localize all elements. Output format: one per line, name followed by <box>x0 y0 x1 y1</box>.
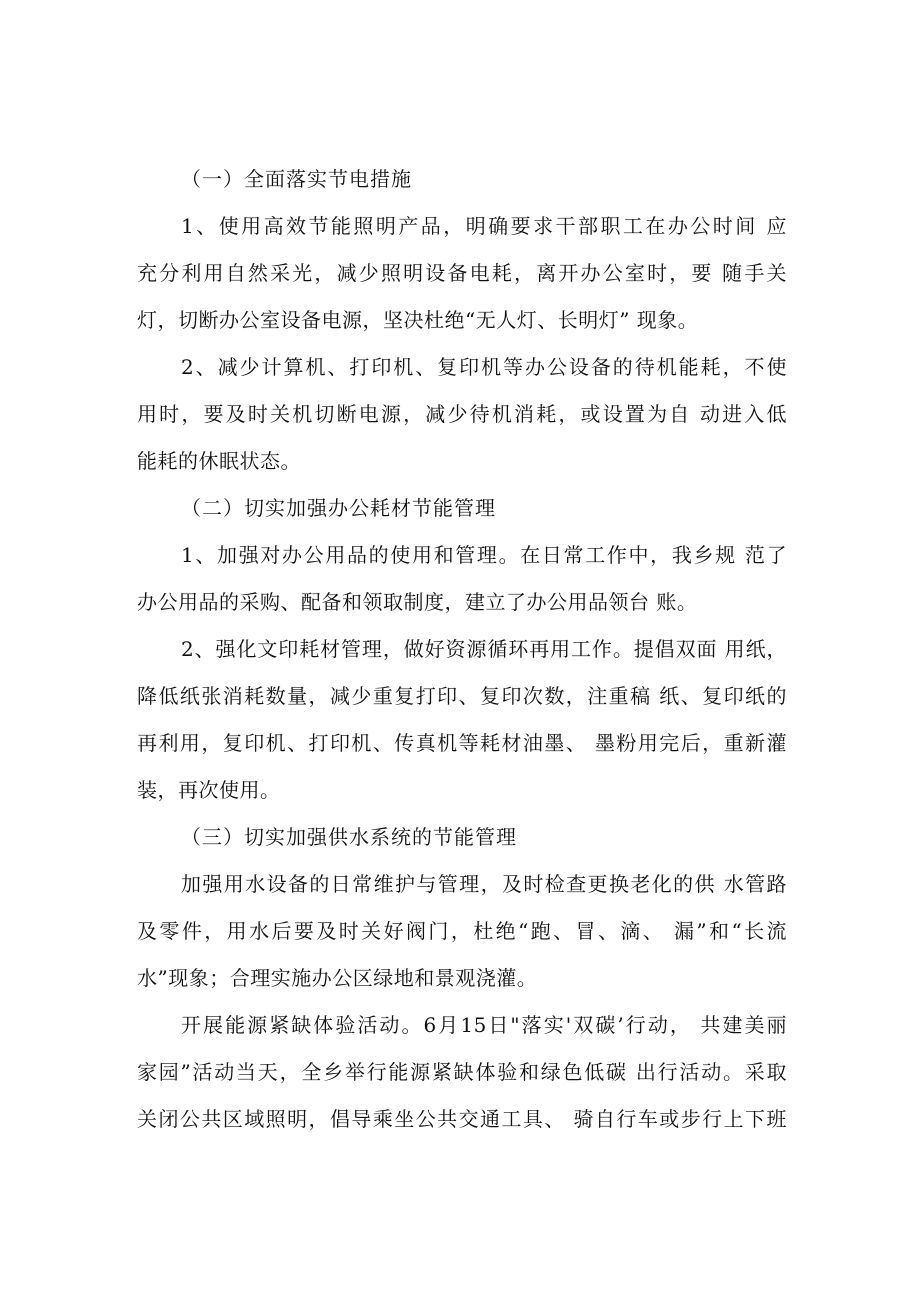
paragraph-printing <box>137 626 787 814</box>
paragraph-line: 及零件，用水后要及时关好阀门，杜绝“跑、冒、滴、 漏”和“长流 <box>137 919 787 943</box>
document-body <box>137 156 787 1143</box>
paragraph-line: 关闭公共区域照明，倡导乘坐公共交通工具、 骑自行车或步行上下班 <box>137 1107 787 1131</box>
section-heading-3: （三）切实加强供水系统的节能管理 <box>181 825 517 849</box>
paragraph-energy-activity <box>137 1002 787 1143</box>
paragraph-line: 开展能源紧缺体验活动。6月15日"落实'双碳’行动， 共建美丽 <box>181 1013 787 1037</box>
paragraph-office-supplies <box>137 532 787 626</box>
paragraph-line: 能耗的休眠状态。 <box>137 449 301 473</box>
paragraph-line: 充分利用自然采光，减少照明设备电耗，离开办公室时，要 随手关 <box>137 261 787 285</box>
paragraph-line: 用时，要及时关机切断电源，减少待机消耗，或设置为自 动进入低 <box>137 402 787 426</box>
paragraph-line: 办公用品的采购、配备和领取制度，建立了办公用品领台 账。 <box>137 590 698 614</box>
paragraph-line: 灯，切断办公室设备电源，坚决杜绝“无人灯、长明灯” 现象。 <box>137 308 699 332</box>
section-heading-1: （一）全面落实节电措施 <box>181 167 412 191</box>
paragraph-line: 2、减少计算机、打印机、复印机等办公设备的待机能耗，不使 <box>181 355 787 379</box>
paragraph-water <box>137 861 787 1002</box>
paragraph-line: 加强用水设备的日常维护与管理，及时检查更换老化的供 水管路 <box>181 872 787 896</box>
paragraph-line: 2、强化文印耗材管理，做好资源循环再用工作。提倡双面 用纸， <box>181 637 787 661</box>
paragraph-lighting <box>137 203 787 344</box>
paragraph-standby <box>137 344 787 485</box>
paragraph-line: 水”现象；合理实施办公区绿地和景观浇灌。 <box>137 966 538 990</box>
paragraph-line: 1、加强对办公用品的使用和管理。在日常工作中，我乡规 范了 <box>181 543 787 567</box>
paragraph-line: 1、使用高效节能照明产品，明确要求干部职工在办公时间 应 <box>181 214 787 238</box>
paragraph-line: 降低纸张消耗数量，减少重复打印、复印次数，注重稿 纸、复印纸的 <box>137 684 787 708</box>
paragraph-line: 再利用，复印机、打印机、传真机等耗材油墨、 墨粉用完后，重新灌 <box>137 731 787 755</box>
paragraph-line: 家园”活动当天，全乡举行能源紧缺体验和绿色低碳 出行活动。采取 <box>137 1060 787 1084</box>
section-heading-2: （二）切实加强办公耗材节能管理 <box>181 496 496 520</box>
paragraph-line: 装，再次使用。 <box>137 778 281 802</box>
